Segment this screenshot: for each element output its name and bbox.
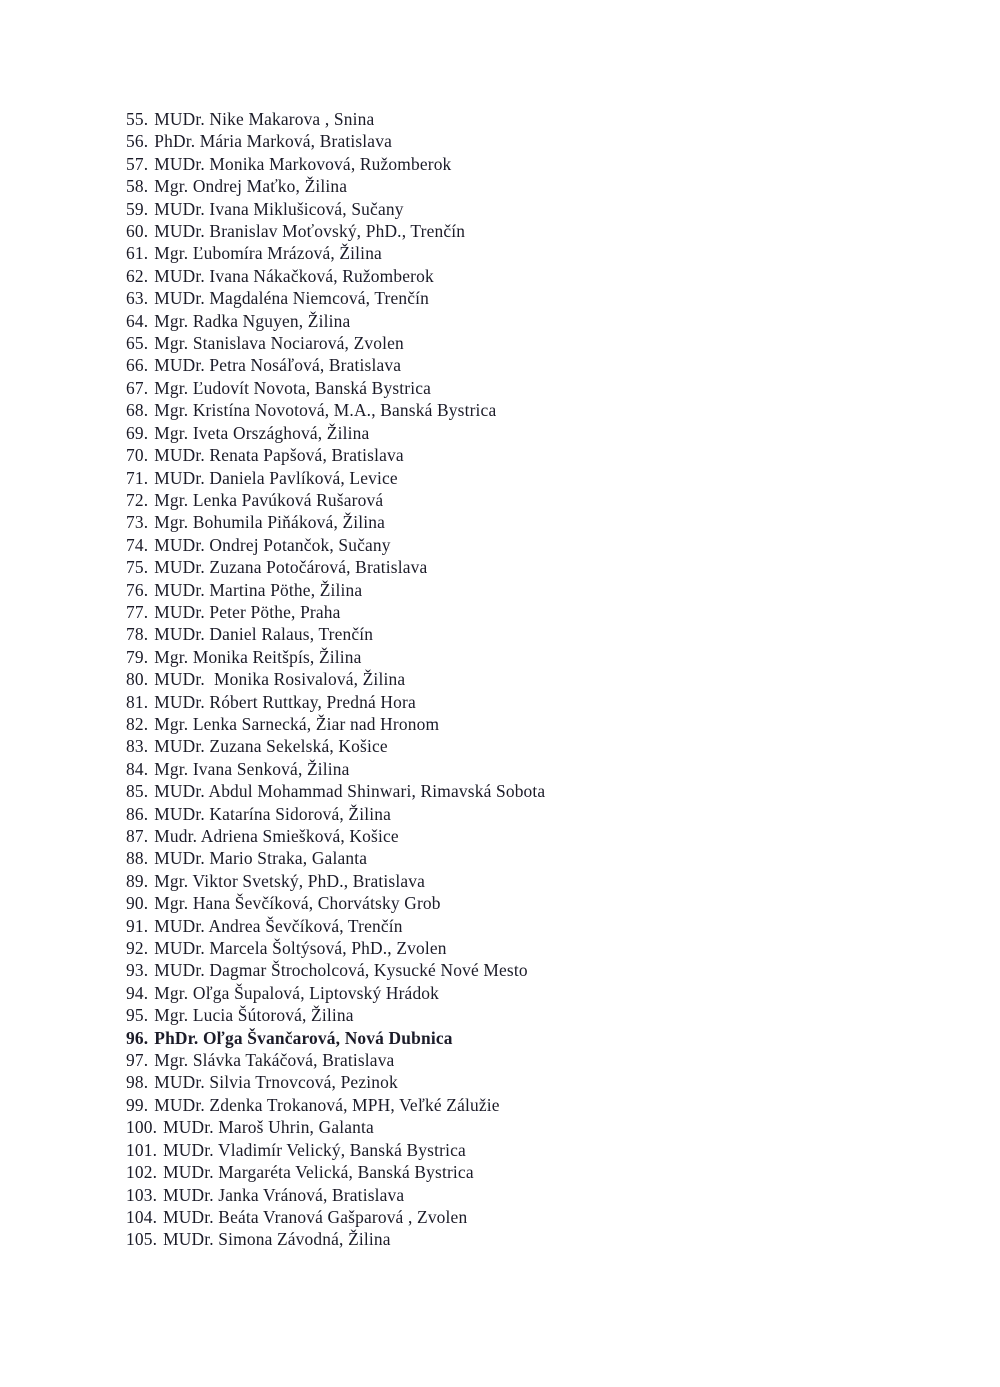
list-item-text: Mgr. Slávka Takáčová, Bratislava <box>154 1050 395 1071</box>
list-item-number: 89. <box>126 870 149 891</box>
list-item-text: MUDr. Abdul Mohammad Shinwari, Rimavská Sobota <box>154 781 546 802</box>
list-item <box>126 220 926 242</box>
list-item <box>126 108 926 130</box>
list-item-text: MUDr. Zuzana Potočárová, Bratislava <box>154 557 428 578</box>
list-item-text: MUDr. Peter Pöthe, Praha <box>154 601 341 622</box>
list-item-text: MUDr. Nike Makarova , Snina <box>154 109 375 129</box>
list-item-number: 87. <box>126 826 149 846</box>
list-item-number: 82. <box>126 713 149 734</box>
list-item <box>126 780 926 802</box>
list-item-number: 61. <box>126 243 149 264</box>
list-item-text: MUDr. Martina Pöthe, Žilina <box>154 579 363 600</box>
document-body <box>126 108 926 1251</box>
list-item-number: 100. <box>126 1117 158 1138</box>
list-item-number: 79. <box>126 646 149 667</box>
list-item-text: MUDr. Ondrej Potančok, Sučany <box>154 534 391 555</box>
list-item <box>126 646 926 668</box>
list-item-number: 71. <box>126 467 149 488</box>
list-item-number: 74. <box>126 534 149 555</box>
list-item-number: 76. <box>126 579 149 600</box>
list-item-text: MUDr. Monika Rosivalová, Žilina <box>154 669 406 690</box>
list-item-number: 93. <box>126 960 149 981</box>
list-item-text: Mgr. Stanislava Nociarová, Zvolen <box>154 333 404 354</box>
list-item-text: MUDr. Andrea Ševčíková, Trenčín <box>154 915 403 936</box>
list-item-text: MUDr. Maroš Uhrin, Galanta <box>163 1117 374 1138</box>
list-item <box>126 735 926 757</box>
list-item-text: MUDr. Mario Straka, Galanta <box>154 848 368 869</box>
list-item-text: MUDr. Silvia Trnovcová, Pezinok <box>154 1072 398 1093</box>
list-item-number: 69. <box>126 422 149 443</box>
list-item-number: 86. <box>126 803 149 824</box>
list-item-text: MUDr. Branislav Moťovský, PhD., Trenčín <box>154 221 466 242</box>
list-item <box>126 1228 926 1250</box>
list-item-text: Mgr. Monika Reitšpís, Žilina <box>154 646 362 667</box>
list-item-text: PhDr. Oľga Švančarová, Nová Dubnica <box>154 1027 453 1048</box>
list-item <box>126 1071 926 1093</box>
list-item-number: 65. <box>126 333 149 354</box>
list-item <box>126 310 926 332</box>
list-item-text: MUDr. Róbert Ruttkay, Predná Hora <box>154 691 416 712</box>
list-item-text: MUDr. Renata Papšová, Bratislava <box>154 445 404 466</box>
list-item-text: Mgr. Ľudovít Novota, Banská Bystrica <box>154 377 432 398</box>
list-item-text: MUDr. Simona Závodná, Žilina <box>163 1229 391 1250</box>
list-item <box>126 1161 926 1183</box>
list-item-text: MUDr. Ivana Nákačková, Ružomberok <box>154 265 434 286</box>
list-item-number: 97. <box>126 1050 149 1071</box>
list-item-number: 85. <box>126 781 149 802</box>
list-item <box>126 892 926 914</box>
list-item-text: MUDr. Ivana Miklušicová, Sučany <box>154 198 404 219</box>
list-item <box>126 982 926 1004</box>
list-item-number: 98. <box>126 1072 149 1093</box>
list-item <box>126 579 926 601</box>
list-item-number: 91. <box>126 915 149 936</box>
list-item-number: 59. <box>126 198 149 219</box>
list-item-number: 63. <box>126 288 149 309</box>
list-item-number: 83. <box>126 736 149 757</box>
list-item <box>126 601 926 623</box>
list-item <box>126 130 926 152</box>
list-item-text: MUDr. Petra Nosáľová, Bratislava <box>154 355 402 376</box>
list-item-text: MUDr. Margaréta Velická, Banská Bystrica <box>163 1162 474 1183</box>
list-item-number: 67. <box>126 377 149 398</box>
list-item-number: 90. <box>126 893 149 914</box>
list-item <box>126 354 926 376</box>
list-item-text: Mgr. Ondrej Maťko, Žilina <box>154 176 348 197</box>
list-item-number: 57. <box>126 153 149 174</box>
list-item <box>126 287 926 309</box>
list-item-text: MUDr. Zuzana Sekelská, Košice <box>154 736 388 757</box>
list-item-text: Mgr. Ľubomíra Mrázová, Žilina <box>154 243 382 264</box>
list-item-text: Mgr. Lenka Pavúková Rušarová <box>154 489 384 510</box>
list-item <box>126 399 926 421</box>
list-item <box>126 1094 926 1116</box>
list-item <box>126 623 926 645</box>
list-item-number: 104. <box>126 1206 158 1227</box>
list-item <box>126 467 926 489</box>
list-item-text: MUDr. Daniela Pavlíková, Levice <box>154 467 398 488</box>
list-item-text: Mudr. Adriena Smiešková, Košice <box>154 826 399 846</box>
list-item-number: 75. <box>126 557 149 578</box>
list-item <box>126 870 926 892</box>
list-item <box>126 332 926 354</box>
list-item-number: 101. <box>126 1139 158 1160</box>
list-item-number: 103. <box>126 1184 158 1205</box>
list-item-text: PhDr. Mária Marková, Bratislava <box>154 131 392 152</box>
list-item-number: 66. <box>126 355 149 376</box>
list-item-text: Mgr. Hana Ševčíková, Chorvátsky Grob <box>154 893 441 914</box>
list-item-number: 99. <box>126 1094 149 1115</box>
list-item-number: 105. <box>126 1229 158 1250</box>
list-item <box>126 915 926 937</box>
list-item <box>126 153 926 175</box>
list-item-number: 94. <box>126 982 149 1003</box>
list-item-text: MUDr. Marcela Šoltýsová, PhD., Zvolen <box>154 938 447 959</box>
list-item <box>126 422 926 444</box>
list-item <box>126 803 926 825</box>
list-item-number: 62. <box>126 265 149 286</box>
list-item-text: Mgr. Oľga Šupalová, Liptovský Hrádok <box>154 982 440 1003</box>
list-item <box>126 937 926 959</box>
list-item-text: MUDr. Magdaléna Niemcová, Trenčín <box>154 288 430 309</box>
list-item-number: 72. <box>126 489 149 510</box>
list-item <box>126 668 926 690</box>
list-item-number: 58. <box>126 176 149 197</box>
list-item <box>126 1139 926 1161</box>
list-item <box>126 1049 926 1071</box>
list-item-number: 95. <box>126 1005 149 1026</box>
list-item <box>126 265 926 287</box>
list-item <box>126 1027 926 1049</box>
list-item <box>126 1116 926 1138</box>
list-item-number: 56. <box>126 131 149 152</box>
list-item-text: Mgr. Viktor Svetský, PhD., Bratislava <box>154 870 426 891</box>
numbered-entry-list <box>126 108 926 1251</box>
list-item-number: 102. <box>126 1162 158 1183</box>
list-item-text: MUDr. Zdenka Trokanová, MPH, Veľké Zálužie <box>154 1094 500 1115</box>
list-item <box>126 758 926 780</box>
list-item-text: Mgr. Radka Nguyen, Žilina <box>154 310 351 331</box>
list-item-number: 80. <box>126 669 149 690</box>
list-item-number: 77. <box>126 601 149 622</box>
list-item-text: MUDr. Dagmar Štrocholcová, Kysucké Nové Mesto <box>154 960 528 981</box>
list-item <box>126 1004 926 1026</box>
list-item-text: MUDr. Beáta Vranová Gašparová , Zvolen <box>163 1206 468 1227</box>
list-item-text: MUDr. Janka Vránová, Bratislava <box>163 1184 405 1205</box>
list-item <box>126 242 926 264</box>
list-item-number: 68. <box>126 400 149 421</box>
list-item <box>126 556 926 578</box>
list-item <box>126 511 926 533</box>
list-item <box>126 489 926 511</box>
list-item-text: MUDr. Daniel Ralaus, Trenčín <box>154 624 374 645</box>
list-item <box>126 713 926 735</box>
list-item <box>126 1206 926 1228</box>
list-item-number: 92. <box>126 938 149 959</box>
list-item-number: 70. <box>126 445 149 466</box>
list-item-number: 73. <box>126 512 149 533</box>
list-item <box>126 691 926 713</box>
list-item-number: 55. <box>126 109 149 129</box>
list-item-number: 64. <box>126 310 149 331</box>
list-item-text: MUDr. Katarína Sidorová, Žilina <box>154 803 392 824</box>
list-item <box>126 959 926 981</box>
list-item <box>126 198 926 220</box>
list-item-text: Mgr. Bohumila Piňáková, Žilina <box>154 512 386 533</box>
list-item <box>126 175 926 197</box>
list-item-number: 81. <box>126 691 149 712</box>
list-item-number: 96. <box>126 1027 149 1048</box>
list-item-text: Mgr. Lucia Šútorová, Žilina <box>154 1005 354 1026</box>
list-item <box>126 1184 926 1206</box>
list-item-text: MUDr. Vladimír Velický, Banská Bystrica <box>163 1139 466 1160</box>
list-item <box>126 825 926 847</box>
list-item-number: 84. <box>126 758 149 779</box>
list-item-text: Mgr. Iveta Országhová, Žilina <box>154 422 370 443</box>
list-item-text: Mgr. Lenka Sarnecká, Žiar nad Hronom <box>154 713 440 734</box>
list-item-text: Mgr. Kristína Novotová, M.A., Banská Bystrica <box>154 400 497 421</box>
list-item <box>126 847 926 869</box>
list-item-number: 88. <box>126 848 149 869</box>
list-item <box>126 377 926 399</box>
list-item <box>126 444 926 466</box>
list-item-number: 78. <box>126 624 149 645</box>
list-item-text: Mgr. Ivana Senková, Žilina <box>154 758 350 779</box>
list-item <box>126 534 926 556</box>
list-item-number: 60. <box>126 221 149 242</box>
list-item-text: MUDr. Monika Markovová, Ružomberok <box>154 153 452 174</box>
